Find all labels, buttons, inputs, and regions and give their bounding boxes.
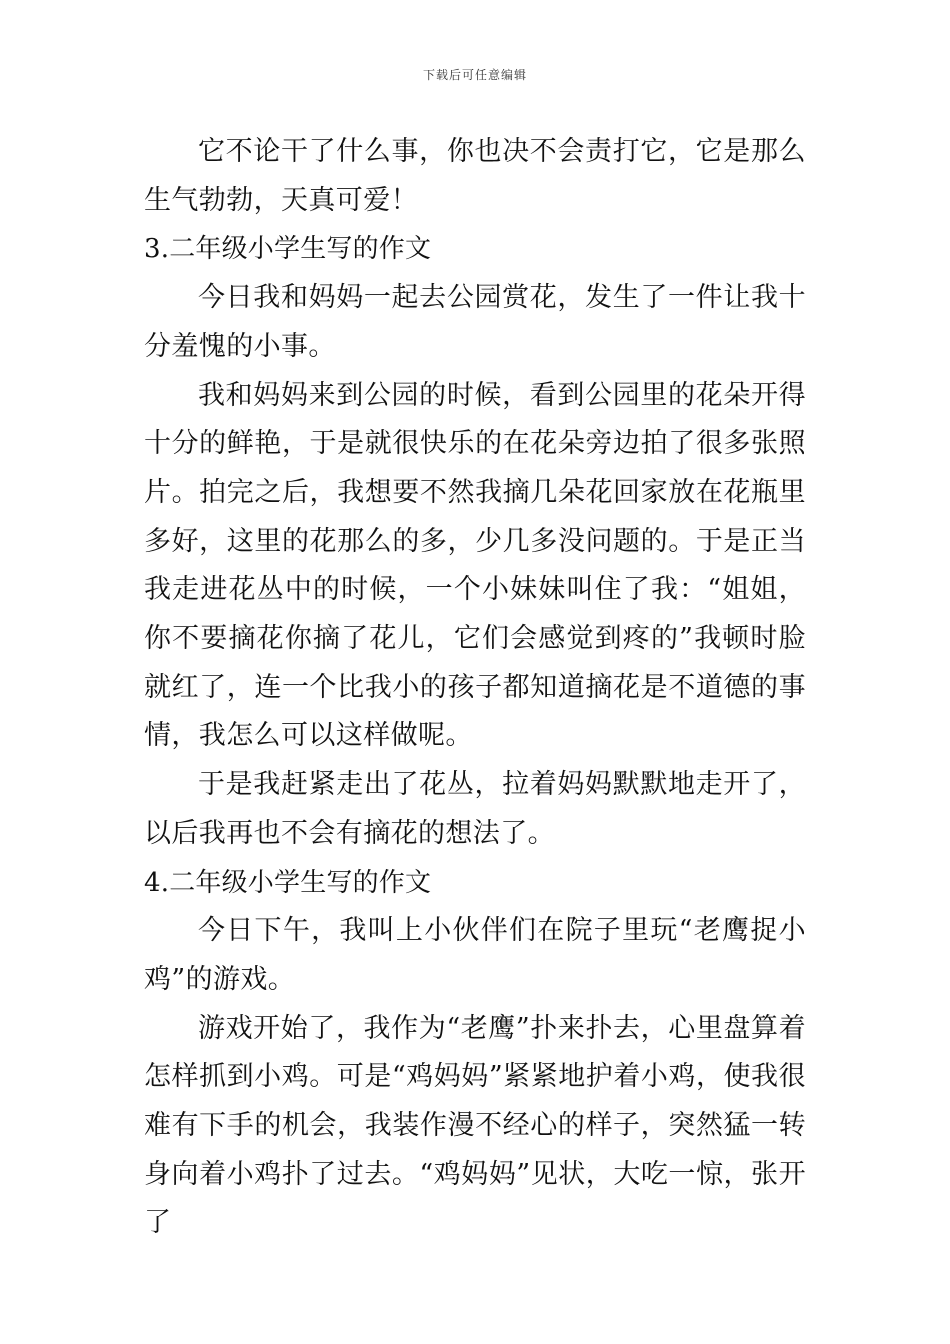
paragraph: 今日我和妈妈一起去公园赏花，发生了一件让我十分羞愧的小事。 [144,282,806,362]
section-heading: 4.二年级小学生写的作文 [144,867,432,898]
paragraph: 游戏开始了，我作为“老鹰”扑来扑去，心里盘算着怎样抓到小鸡。可是“鸡妈妈”紧紧地护着小鸡，使我很难有下手的机会，我装作漫不经心的样子，突然猛一转身向着小鸡扑了过去。“鸡妈妈”见状，大吃一惊，张开了 [144,1012,806,1239]
paragraph: 我和妈妈来到公园的时候，看到公园里的花朵开得十分的鲜艳，于是就很快乐的在花朵旁边拍了很多张照片。拍完之后，我想要不然我摘几朵花回家放在花瓶里多好，这里的花那么的多，少几多没问题的。于是正当我走进花丛中的时候，一个小妹妹叫住了我：“姐姐，你不要摘花你摘了花儿，它们会感觉到疼的”我顿时脸就红了，连一个比我小的孩子都知道摘花是不道德的事情，我怎么可以这样做呢。 [144,379,806,752]
paragraph: 于是我赶紧走出了花丛，拉着妈妈默默地走开了，以后我再也不会有摘花的想法了。 [144,769,806,849]
section-heading: 3.二年级小学生写的作文 [144,234,432,265]
page-header-note: 下载后可任意编辑 [422,68,527,82]
paragraph: 今日下午，我叫上小伙伴们在院子里玩“老鹰捉小鸡”的游戏。 [144,915,806,995]
document-body [144,128,806,1248]
paragraph: 它不论干了什么事，你也决不会责打它，它是那么生气勃勃，天真可爱！ [144,136,806,216]
